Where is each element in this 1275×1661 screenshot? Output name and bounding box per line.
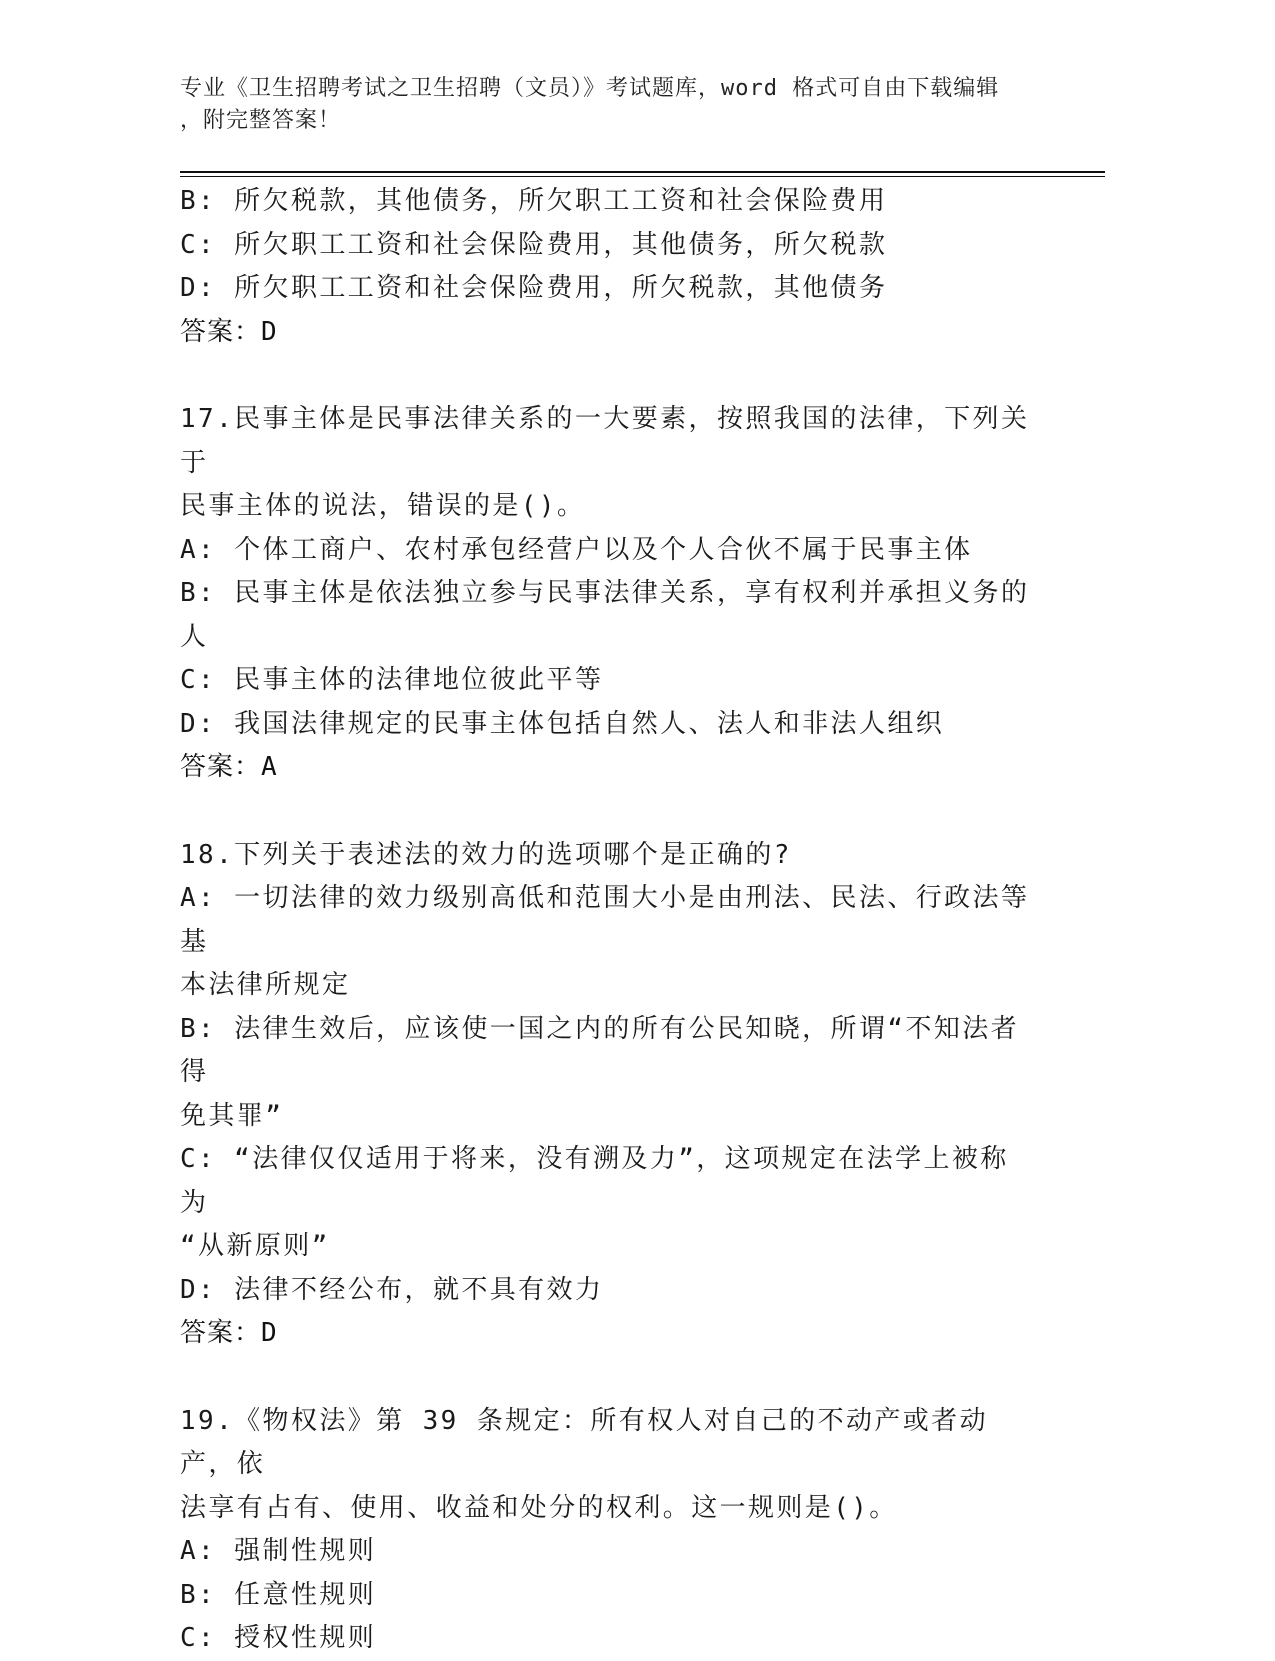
spacer	[180, 1356, 1030, 1400]
answer-value: D	[261, 1318, 278, 1348]
answer-line	[180, 746, 1030, 790]
answer-label: 答案：	[180, 752, 262, 782]
option-c: C: 民事主体的法律地位彼此平等	[180, 665, 604, 695]
question-stem: 17.民事主体是民事法律关系的一大要素，按照我国的法律，下列关于	[180, 404, 1030, 478]
question-list	[180, 180, 1030, 1661]
option-b: B: 法律生效后，应该使一国之内的所有公民知晓，所谓“不知法者得	[180, 1013, 1020, 1087]
header-line-1: 专业《卫生招聘考试之卫生招聘（文员）》考试题库，word 格式可自由下载编辑	[180, 76, 1000, 101]
question-19	[180, 1400, 1030, 1661]
option-b-continued: 免其罪”	[180, 1100, 284, 1131]
option-a-continued: 本法律所规定	[180, 970, 351, 1000]
answer-value: D	[261, 316, 278, 347]
question-17	[180, 398, 1030, 790]
option-b: B: 任意性规则	[180, 1579, 377, 1610]
header-rule-thick	[180, 171, 1105, 173]
question-16	[180, 180, 1030, 354]
option-b: B: 所欠税款，其他债务，所欠职工工资和社会保险费用	[180, 186, 888, 216]
question-stem: 民事主体的说法，错误的是()。	[180, 491, 586, 521]
option-a: A: 个体工商户、农村承包经营户以及个人合伙不属于民事主体	[180, 534, 973, 565]
option-c: C: “法律仅仅适用于将来，没有溯及力”，这项规定在法学上被称为	[180, 1144, 1009, 1218]
spacer	[180, 354, 1030, 398]
question-18	[180, 834, 1030, 1356]
option-c-continued: “从新原则”	[180, 1231, 330, 1261]
option-a: A: 一切法律的效力级别高低和范围大小是由刑法、民法、行政法等基	[180, 883, 1030, 957]
question-stem: 18.下列关于表述法的效力的选项哪个是正确的?	[180, 839, 792, 870]
question-stem: 法享有占有、使用、收益和处分的权利。这一规则是()。	[180, 1492, 898, 1523]
option-c: C: 所欠职工工资和社会保险费用，其他债务，所欠税款	[180, 229, 888, 260]
question-stem: 19.《物权法》第 39 条规定：所有权人对自己的不动产或者动产，依	[180, 1405, 988, 1479]
option-d: D: 我国法律规定的民事主体包括自然人、法人和非法人组织	[180, 708, 945, 739]
answer-value: A	[261, 752, 278, 782]
answer-line	[180, 311, 1030, 355]
answer-label: 答案：	[180, 1318, 262, 1348]
header-line-2: ，附完整答案！	[180, 108, 342, 133]
option-d: D: 法律不经公布，就不具有效力	[180, 1274, 604, 1305]
option-b: B: 民事主体是依法独立参与民事法律关系，享有权利并承担义务的人	[180, 578, 1030, 652]
header-rule-thin	[180, 176, 1105, 177]
option-a: A: 强制性规则	[180, 1536, 377, 1566]
answer-label: 答案：	[180, 316, 262, 347]
spacer	[180, 790, 1030, 834]
option-d: D: 所欠职工工资和社会保险费用，所欠税款，其他债务	[180, 273, 888, 303]
answer-line	[180, 1312, 1030, 1356]
option-c: C: 授权性规则	[180, 1623, 377, 1653]
document-header	[180, 73, 1040, 137]
